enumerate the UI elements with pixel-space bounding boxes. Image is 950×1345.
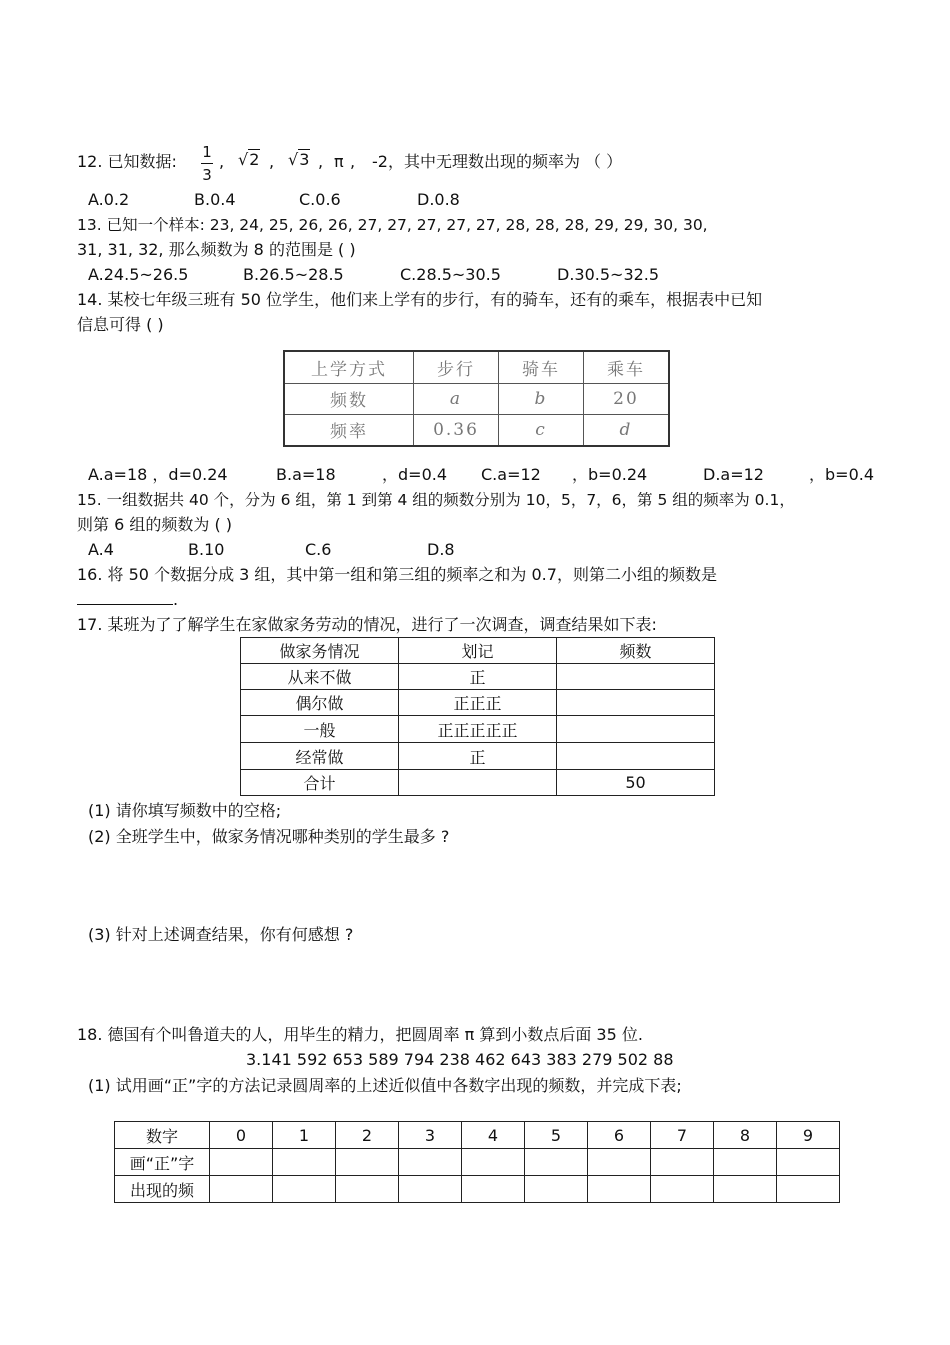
q14-line2: 信息可得 ( ) [77, 315, 164, 334]
q17-sub3: (3) 针对上述调查结果，你有何感想 ? [88, 925, 354, 944]
q17-cell: 经常做 [241, 743, 399, 770]
q14-option-c: C.a=12 [481, 465, 541, 484]
q16-line1: 16. 将 50 个数据分成 3 组，其中第一组和第三组的频率之和为 0.7，则第二小组的频数是 [77, 565, 717, 584]
q17-cell: 做家务情况 [241, 638, 399, 664]
q18-header-cell: 数字 [115, 1122, 210, 1149]
q14-cell: b [499, 383, 584, 414]
q17-cell: 正正正 [399, 690, 557, 716]
q17-cell [399, 770, 557, 796]
q18-header-cell: 9 [777, 1122, 840, 1149]
q17-cell: 正 [399, 664, 557, 690]
q17-line1: 17. 某班为了了解学生在家做家务劳动的情况，进行了一次调查，调查结果如下表: [77, 615, 657, 634]
q18-pi-value: 3.141 592 653 589 794 238 462 643 383 279 502 88 [246, 1050, 674, 1069]
q15-option-c: C.6 [305, 540, 332, 559]
q17-cell: 50 [557, 770, 715, 796]
q17-cell: 偶尔做 [241, 690, 399, 716]
q14-option-a: A.a=18 ，d=0.24 [88, 465, 228, 484]
q17-cell: 正正正正正 [399, 716, 557, 743]
q14-cell: d [584, 414, 670, 446]
frac-denominator: 3 [202, 166, 212, 184]
q18-header-cell: 4 [462, 1122, 525, 1149]
q18-header-cell: 7 [651, 1122, 714, 1149]
q14-cell: c [499, 414, 584, 446]
q14-cell: 频数 [284, 383, 414, 414]
q12-pi: π [334, 152, 344, 171]
q18-header-cell: 5 [525, 1122, 588, 1149]
q17-cell: 正 [399, 743, 557, 770]
q17-cell: 合计 [241, 770, 399, 796]
q18-sub1: (1) 试用画“正”字的方法记录圆周率的上述近似值中各数字出现的频数，并完成下表; [88, 1076, 682, 1095]
q18-header-cell: 0 [210, 1122, 273, 1149]
q14-cell: 骑车 [499, 351, 584, 383]
q14-cell: 0.36 [414, 414, 499, 446]
q12-sep-1: , [219, 152, 225, 171]
q17-cell [557, 716, 715, 743]
q17-sub1: (1) 请你填写频数中的空格; [88, 801, 282, 820]
q15-line2: 则第 6 组的频数为 ( ) [77, 515, 233, 534]
q18-row-label: 画“正”字 [115, 1149, 210, 1176]
q14-cell: a [414, 383, 499, 414]
q12-option-c: C.0.6 [299, 190, 341, 209]
q12-option-d: D.0.8 [417, 190, 460, 209]
q14-cell: 频率 [284, 414, 414, 446]
q15-line1: 15. 一组数据共 40 个，分为 6 组，第 1 到第 4 组的频数分别为 10，5，7，6，第 5 组的频率为 0.1， [77, 491, 795, 509]
q12-sep-3: , [318, 152, 324, 171]
q13-option-c: C.28.5~30.5 [400, 265, 501, 284]
q14-option-b-cont: ，d=0.4 [382, 465, 448, 484]
q14-cell: 步行 [414, 351, 499, 383]
q18-table [114, 1121, 840, 1203]
q12-option-b: B.0.4 [194, 190, 236, 209]
q14-option-d-cont: ，b=0.4 [809, 465, 875, 484]
q14-option-d: D.a=12 [703, 465, 764, 484]
q14-cell: 乘车 [584, 351, 670, 383]
q17-cell [557, 664, 715, 690]
q17-cell: 频数 [557, 638, 715, 664]
q18-row-label: 出现的频 [115, 1176, 210, 1203]
q14-option-c-cont: ，b=0.24 [572, 465, 648, 484]
q14-option-b: B.a=18 [276, 465, 336, 484]
frac-numerator: 1 [202, 143, 212, 161]
q13-line2: 31, 31, 32, 那么频数为 8 的范围是 ( ) [77, 240, 356, 259]
q12-sep-4: , [350, 152, 356, 171]
q17-cell: 一般 [241, 716, 399, 743]
q18-header-cell: 3 [399, 1122, 462, 1149]
q18-line1: 18. 德国有个叫鲁道夫的人，用毕生的精力，把圆周率 π 算到小数点后面 35 位. [77, 1025, 643, 1044]
q12-sqrt-2: √2 [238, 150, 260, 169]
q15-option-a: A.4 [88, 540, 114, 559]
q13-line1: 13. 已知一个样本: 23, 24, 25, 26, 26, 27, 27, 27, 27, 27, 28, 28, 28, 29, 29, 30, 30, [77, 216, 708, 234]
q12-rest: -2，其中无理数出现的频率为 （ ） [372, 152, 623, 171]
q15-option-b: B.10 [188, 540, 225, 559]
q18-header-cell: 8 [714, 1122, 777, 1149]
q14-line1: 14. 某校七年级三班有 50 位学生，他们来上学有的步行，有的骑车，还有的乘车，根据表中已知 [77, 290, 763, 309]
q13-option-b: B.26.5~28.5 [243, 265, 344, 284]
q14-cell: 20 [584, 383, 670, 414]
q18-header-cell: 2 [336, 1122, 399, 1149]
q17-cell [557, 743, 715, 770]
q13-option-a: A.24.5~26.5 [88, 265, 189, 284]
q15-option-d: D.8 [427, 540, 455, 559]
q14-table [283, 350, 670, 447]
q12-fraction [201, 143, 213, 184]
q18-header-cell: 1 [273, 1122, 336, 1149]
q13-option-d: D.30.5~32.5 [557, 265, 660, 284]
q17-cell [557, 690, 715, 716]
q12-prefix: 12. 已知数据: [77, 152, 177, 171]
q12-sep-2: , [269, 152, 275, 171]
q17-table [240, 637, 715, 796]
q17-cell: 从来不做 [241, 664, 399, 690]
q16-line2: . [77, 590, 178, 610]
q17-sub2: (2) 全班学生中，做家务情况哪种类别的学生最多 ? [88, 827, 450, 846]
q14-cell: 上学方式 [284, 351, 414, 383]
q12-sqrt-3: √3 [288, 150, 310, 169]
q12-option-a: A.0.2 [88, 190, 130, 209]
q18-header-cell: 6 [588, 1122, 651, 1149]
answer-blank[interactable] [77, 590, 173, 605]
q17-cell: 划记 [399, 638, 557, 664]
